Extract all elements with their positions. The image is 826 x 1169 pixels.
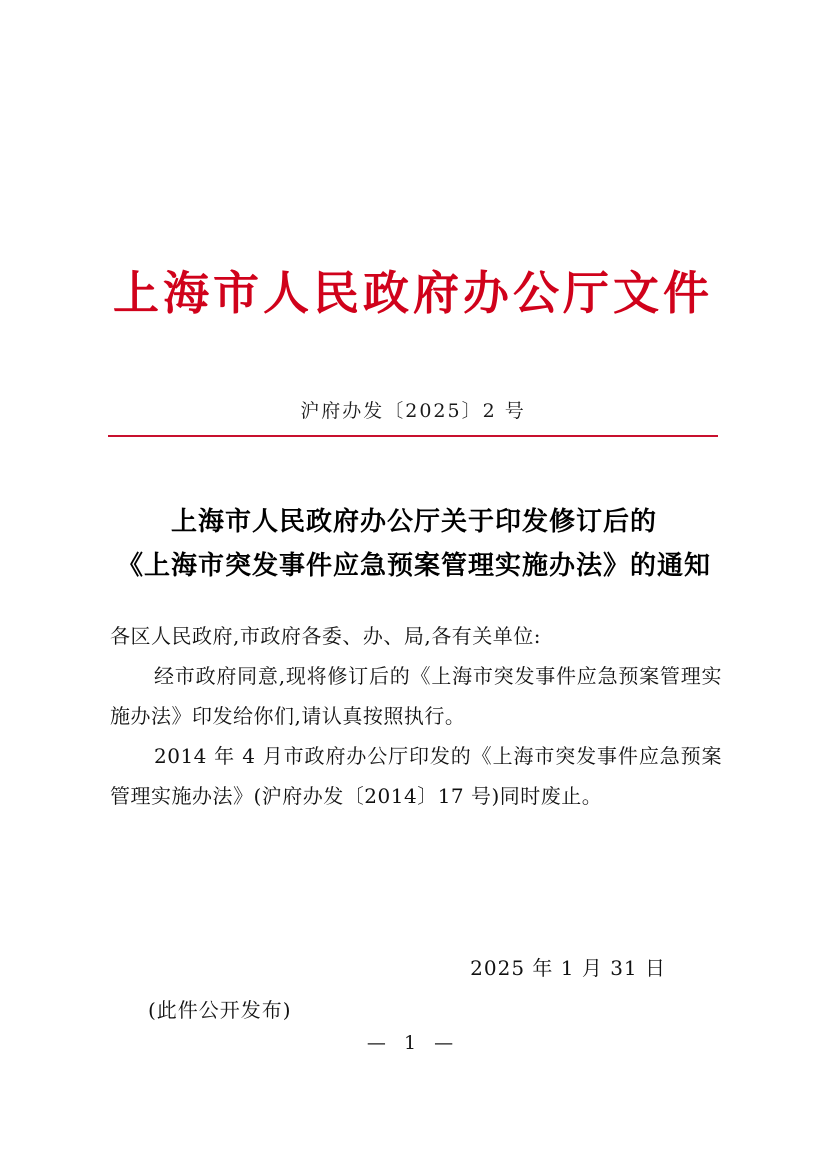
document-date: 2025 年 1 月 31 日: [470, 956, 666, 980]
publication-note: (此件公开发布): [148, 998, 292, 1022]
body-paragraph-2: 2014 年 4 月市政府办公厅印发的《上海市突发事件应急预案管理实施办法》(沪府办发〔2014〕17 号)同时废止。: [110, 744, 722, 808]
red-divider-rule: [108, 435, 718, 437]
document-title-line-2: 《上海市突发事件应急预案管理实施办法》的通知: [116, 551, 711, 581]
document-title: [94, 500, 734, 588]
document-number: 沪府办发〔2025〕2 号: [300, 400, 526, 422]
masthead-title: 上海市人民政府办公厅文件: [113, 266, 713, 320]
body-paragraph-1: 经市政府同意,现将修订后的《上海市突发事件应急预案管理实施办法》印发给你们,请认真按照执行。: [110, 664, 722, 728]
body-addressee: 各区人民政府,市政府各委、办、局,各有关单位:: [110, 624, 541, 648]
page-footer: [0, 1032, 826, 1054]
document-title-line-1: 上海市人民政府办公厅关于印发修订后的: [170, 507, 657, 537]
masthead: [0, 268, 826, 319]
page-number-right-dash: —: [434, 1032, 460, 1054]
page-number: 1: [403, 1032, 423, 1054]
page-number-left-dash: —: [366, 1032, 392, 1054]
document-body: [110, 616, 722, 816]
